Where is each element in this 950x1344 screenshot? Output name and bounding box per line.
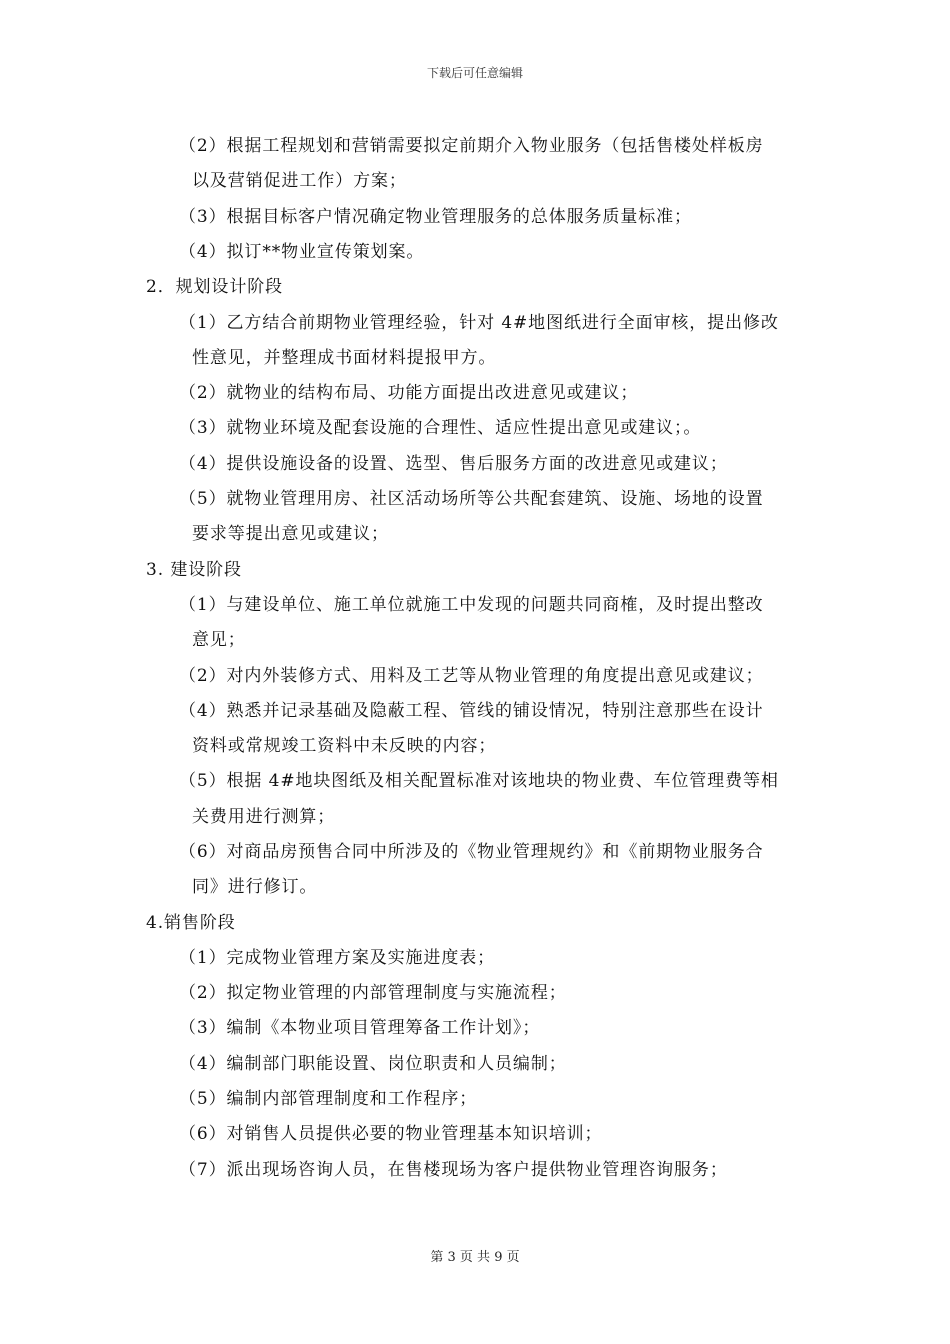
list-item: （3）根据目标客户情况确定物业管理服务的总体服务质量标准； [179, 207, 692, 227]
list-item: （1）完成物业管理方案及实施进度表； [179, 948, 496, 968]
list-item: （7）派出现场咨询人员，在售楼现场为客户提供物业管理咨询服务； [179, 1160, 728, 1180]
list-item-continuation: 要求等提出意见或建议； [192, 524, 389, 544]
list-item: （2）拟定物业管理的内部管理制度与实施流程； [179, 983, 567, 1003]
list-item-continuation: 资料或常规竣工资料中未反映的内容； [192, 736, 497, 756]
list-item-continuation: 同》进行修订。 [192, 877, 318, 897]
list-item: （2）对内外装修方式、用料及工艺等从物业管理的角度提出意见或建议； [179, 666, 764, 686]
list-item-continuation: 关费用进行测算； [192, 807, 336, 827]
list-item: （6）对销售人员提供必要的物业管理基本知识培训； [179, 1124, 603, 1144]
list-item: （6）对商品房预售合同中所涉及的《物业管理规约》和《前期物业服务合 [179, 842, 764, 862]
list-item: （1）与建设单位、施工单位就施工中发现的问题共同商榷，及时提出整改 [179, 595, 764, 615]
list-item: （4）拟订**物业宣传策划案。 [179, 242, 425, 262]
list-item-continuation: 以及营销促进工作）方案； [192, 171, 407, 191]
list-item: （3）就物业环境及配套设施的合理性、适应性提出意见或建议；。 [179, 418, 702, 438]
list-item-continuation: 性意见，并整理成书面材料提报甲方。 [192, 348, 497, 368]
list-item-continuation: 意见； [192, 630, 246, 650]
list-item: （4）熟悉并记录基础及隐蔽工程、管线的铺设情况，特别注意那些在设计 [179, 701, 764, 721]
list-item: （4）提供设施设备的设置、选型、售后服务方面的改进意见或建议； [179, 454, 728, 474]
section-heading: 2．规划设计阶段 [146, 277, 284, 297]
list-item: （5）就物业管理用房、社区活动场所等公共配套建筑、设施、场地的设置 [179, 489, 764, 509]
section-heading: 4.销售阶段 [146, 913, 236, 933]
list-item: （1）乙方结合前期物业管理经验，针对 4#地图纸进行全面审核，提出修改 [179, 313, 779, 333]
page-header: 下载后可任意编辑 [426, 66, 523, 80]
list-item: （5）编制内部管理制度和工作程序； [179, 1089, 478, 1109]
list-item: （3）编制《本物业项目管理筹备工作计划》； [179, 1018, 541, 1038]
list-item: （5）根据 4#地块图纸及相关配置标准对该地块的物业费、车位管理费等相 [179, 771, 779, 791]
section-heading: 3. 建设阶段 [146, 560, 242, 580]
list-item: （2）就物业的结构布局、功能方面提出改进意见或建议； [179, 383, 639, 403]
list-item: （4）编制部门职能设置、岗位职责和人员编制； [179, 1054, 567, 1074]
page-footer: 第 3 页 共 9 页 [430, 1250, 520, 1265]
list-item: （2）根据工程规划和营销需要拟定前期介入物业服务（包括售楼处样板房 [179, 136, 764, 156]
